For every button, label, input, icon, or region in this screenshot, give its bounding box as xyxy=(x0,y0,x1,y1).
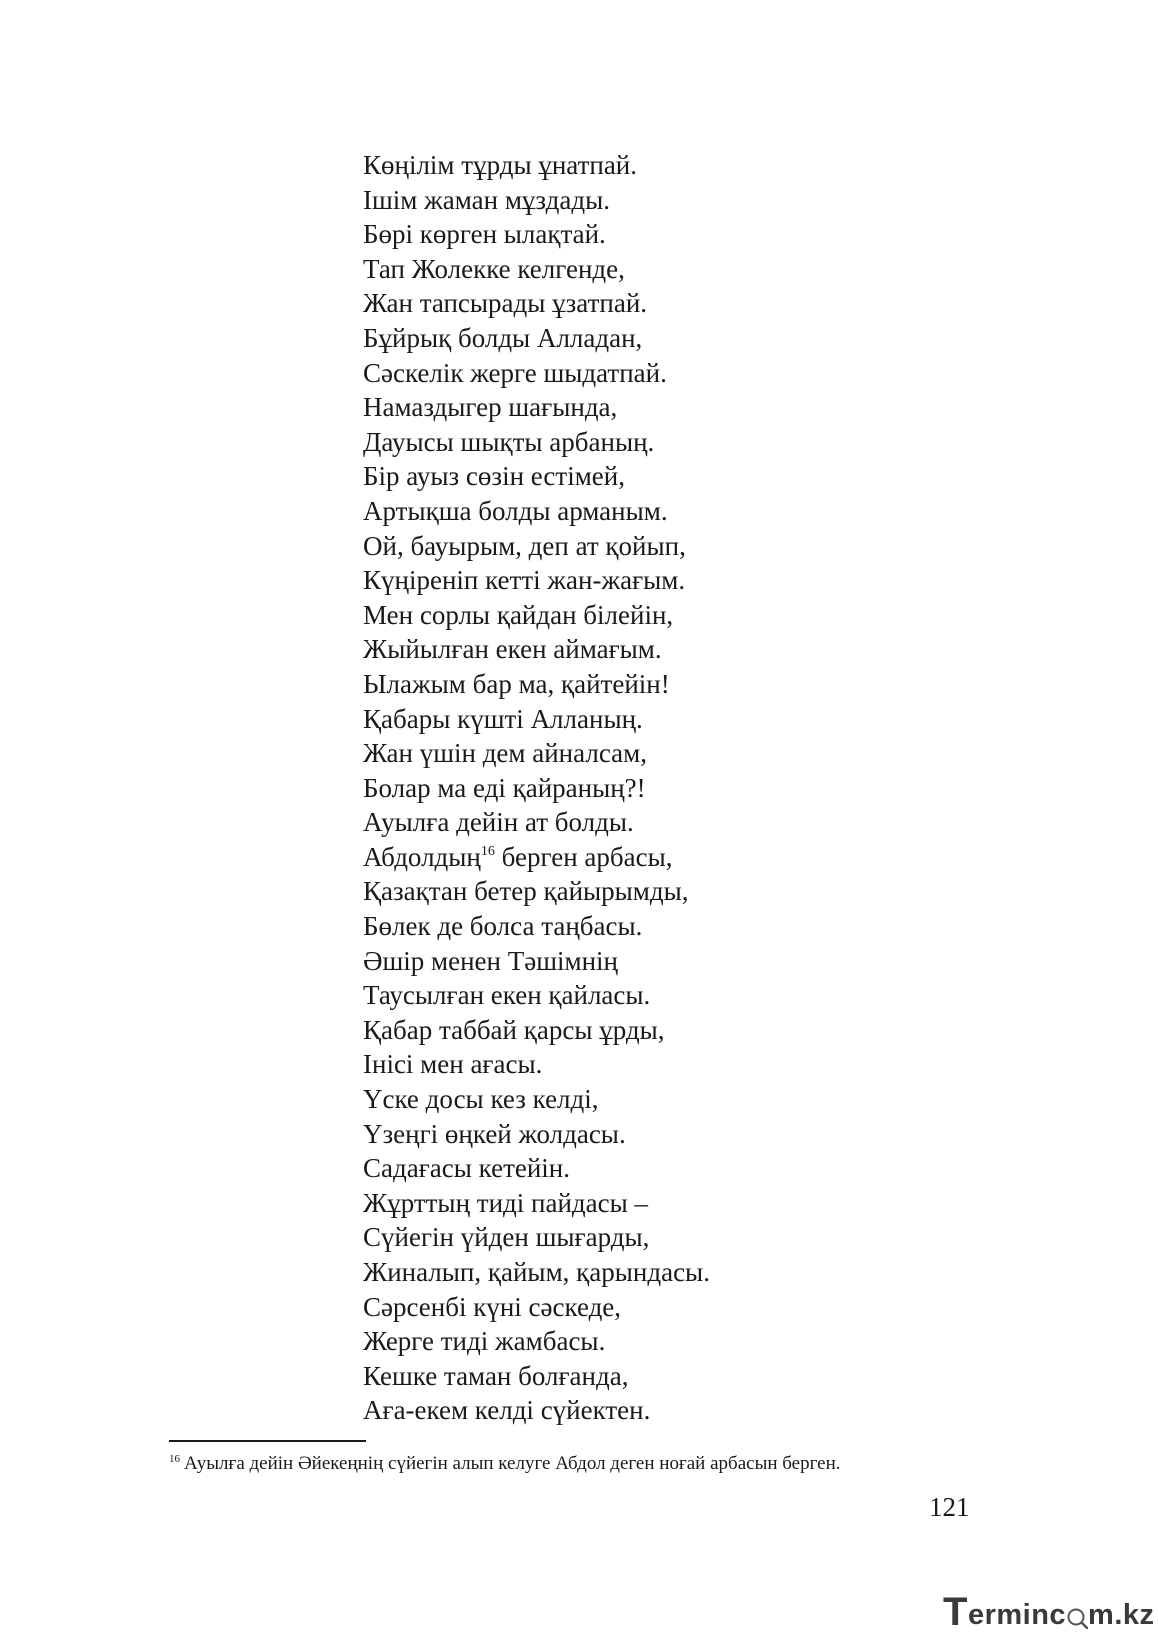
watermark-initial: T xyxy=(943,1590,968,1634)
poem-line-tail: берген арбасы, xyxy=(494,841,673,872)
poem-line: Бір ауыз сөзін естімей, xyxy=(363,461,625,492)
poem-line: Жерге тиді жамбасы. xyxy=(363,1326,606,1357)
poem-line: Тап Жолекке келгенде, xyxy=(363,253,625,284)
poem-line: Жыйылған екен аймағым. xyxy=(363,634,662,665)
poem-line: Аға-екем келді сүйектен. xyxy=(363,1395,651,1426)
poem-line: Сүйегін үйден шығарды, xyxy=(363,1222,650,1253)
poem-line: Сәрсенбі күні сәскеде, xyxy=(363,1291,622,1322)
watermark-logo xyxy=(943,1592,1155,1632)
poem-line: Кешке таман болғанда, xyxy=(363,1360,629,1391)
footnote xyxy=(169,1452,841,1476)
poem-line: Көңілім тұрды ұнатпай. xyxy=(363,150,638,180)
poem-line: Сәскелік жерге шыдатпай. xyxy=(363,357,667,388)
poem-line: Бөлек де болса таңбасы. xyxy=(363,911,643,942)
footnote-reference[interactable]: 16 xyxy=(480,843,495,859)
poem-line: Садағасы кетейін. xyxy=(363,1153,571,1184)
poem-line: Үзеңгі өңкей жолдасы. xyxy=(363,1118,626,1149)
poem-line-with-footnote xyxy=(363,840,710,875)
poem-line: Қабар таббай қарсы ұрды, xyxy=(363,1014,665,1045)
poem-line: Таусылған екен қайласы. xyxy=(363,980,651,1011)
poem-line: Жиналып, қайым, қарындасы. xyxy=(363,1257,710,1287)
poem-line: Ауылға дейін ат болды. xyxy=(363,807,634,838)
poem-line: Намаздыгер шағында, xyxy=(363,392,618,423)
poem-line: Ішім жаман мұздады. xyxy=(363,184,610,215)
poem-line-head: Абдолдың xyxy=(363,841,481,872)
watermark-text-part2: m.kz xyxy=(1088,1599,1155,1631)
poem-line: Ой, бауырым, деп ат қойып, xyxy=(363,530,686,561)
footnote-marker: 16 xyxy=(169,1453,180,1465)
poem-line: Күңіреніп кетті жан-жағым. xyxy=(363,565,686,596)
poem-line: Артықша болды арманым. xyxy=(363,495,668,526)
watermark-text-part1: erminc xyxy=(967,1599,1067,1631)
page-number: 121 xyxy=(929,1492,970,1522)
footnote-divider xyxy=(169,1440,366,1442)
footnote-text: Ауылға дейін Әйекеңнің сүйегін алып келуге Абдол деген ноғай арбасын берген. xyxy=(184,1453,841,1474)
poem-line: Жан тапсырады ұзатпай. xyxy=(363,288,648,319)
poem-line: Бұйрық болды Алладан, xyxy=(363,322,643,353)
magnifier-icon xyxy=(1066,1598,1088,1632)
poem-line: Дауысы шықты арбаның. xyxy=(363,426,655,457)
poem-line: Бөрі көрген ылақтай. xyxy=(363,219,606,250)
poem-line: Ылажым бар ма, қайтейін! xyxy=(363,668,670,699)
poem-line: Жұрттың тиді пайдасы – xyxy=(363,1187,648,1218)
poem-line: Мен сорлы қайдан білейін, xyxy=(363,599,674,630)
poem xyxy=(363,148,710,1428)
poem-line: Әшір менен Тәшімнің xyxy=(363,945,618,976)
poem-line: Болар ма еді қайраның?! xyxy=(363,772,646,803)
poem-line: Қазақтан бетер қайырымды, xyxy=(363,876,689,907)
poem-line: Інісі мен ағасы. xyxy=(363,1049,543,1080)
poem-line: Үске досы кез келді, xyxy=(363,1084,599,1115)
poem-line: Қабары күшті Алланың. xyxy=(363,703,643,734)
poem-line: Жан үшін дем айналсам, xyxy=(363,738,647,769)
